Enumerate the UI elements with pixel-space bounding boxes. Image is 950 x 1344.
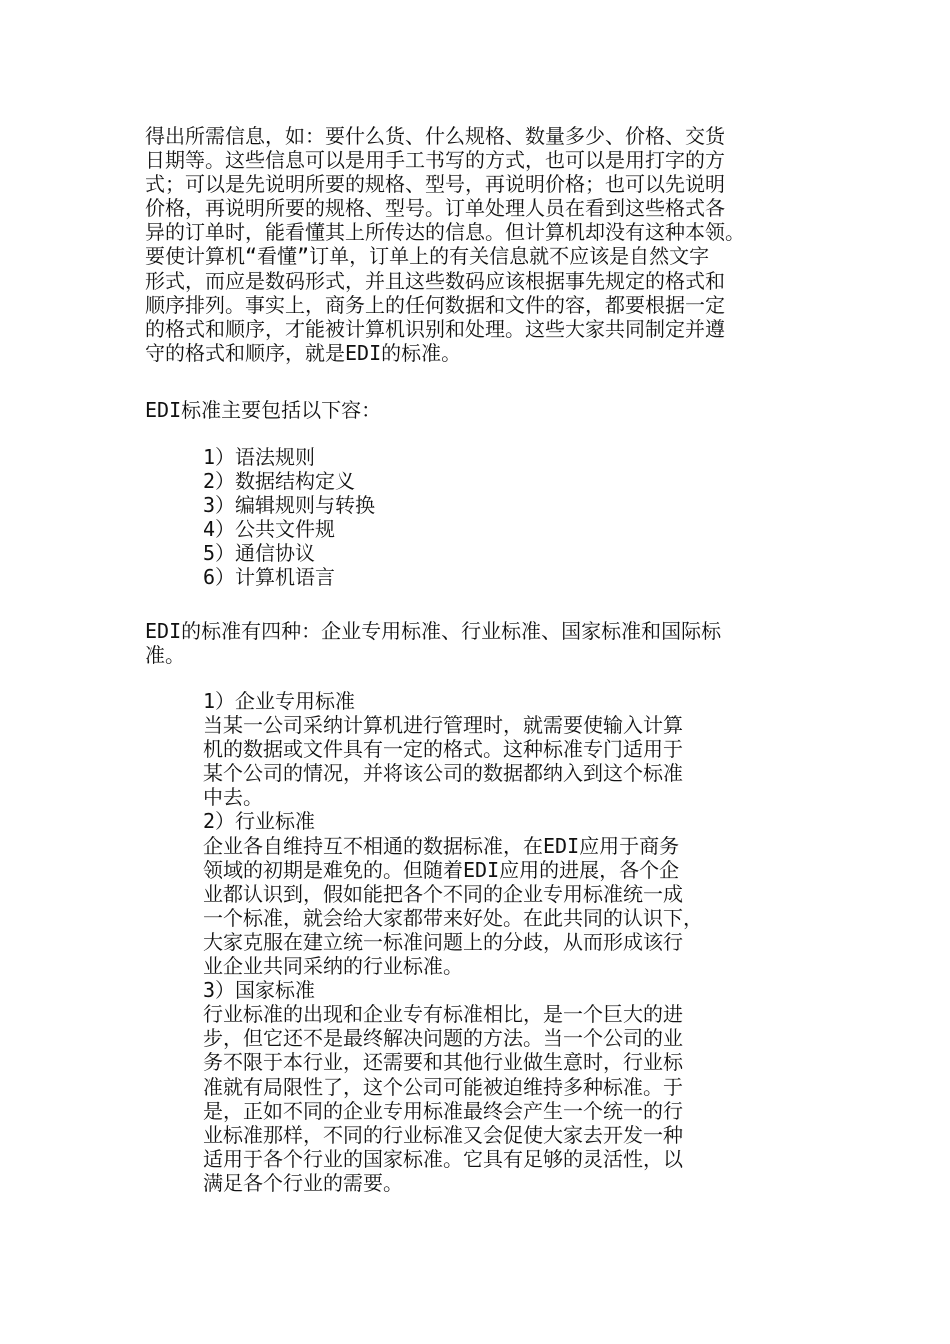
- types-intro-paragraph: [145, 619, 721, 667]
- section-heading: 3）国家标准: [203, 978, 316, 1003]
- intro-line: 得出所需信息，如：要什么货、什么规格、数量多少、价格、交货: [145, 124, 725, 148]
- body-line: 是，正如不同的企业专用标准最终会产生一个统一的行: [203, 1098, 683, 1123]
- body-line: 机的数据或文件具有一定的格式。这种标准专门适用于: [203, 737, 683, 762]
- body-line: 一个标准，就会给大家都带来好处。在此共同的认识下，: [203, 905, 703, 930]
- section-heading: 1）企业专用标准: [203, 689, 356, 713]
- intro-paragraph: [145, 124, 745, 365]
- body-line: 当某一公司采纳计算机进行管理时，就需要使输入计算: [203, 713, 683, 738]
- body-line: 适用于各个行业的国家标准。它具有足够的灵活性，以: [203, 1146, 683, 1171]
- intro-line: 形式，而应是数码形式，并且这些数码应该根据事先规定的格式和: [145, 268, 725, 293]
- intro-line: 顺序排列。事实上，商务上的任何数据和文件的容，都要根据一定: [145, 292, 725, 317]
- body-line: 业都认识到，假如能把各个不同的企业专用标准统一成: [203, 881, 683, 906]
- list-item: 4）公共文件规: [203, 517, 336, 542]
- standards-intro-paragraph: [145, 398, 381, 422]
- body-line: 行业标准的出现和企业专有标准相比，是一个巨大的进: [203, 1002, 683, 1027]
- intro-line: 异的订单时，能看懂其上所传达的信息。但计算机却没有这种本领。: [145, 220, 745, 245]
- list-item: 2）数据结构定义: [203, 469, 356, 494]
- types-intro-line: EDI的标准有四种：企业专用标准、行业标准、国家标准和国际标: [145, 619, 722, 643]
- body-line: 务不限于本行业，还需要和其他行业做生意时，行业标: [203, 1050, 683, 1075]
- standard-types-section: [203, 689, 703, 1195]
- standards-intro-text: EDI标准主要包括以下容：: [145, 398, 382, 422]
- list-item: 3）编辑规则与转换: [203, 493, 376, 518]
- list-item: 1）语法规则: [203, 445, 316, 469]
- body-line: 业企业共同采纳的行业标准。: [203, 954, 463, 979]
- body-line: 领域的初期是难免的。但随着EDI应用的进展，各个企: [203, 857, 680, 882]
- body-line: 满足各个行业的需要。: [203, 1170, 403, 1195]
- intro-line: 守的格式和顺序，就是EDI的标准。: [145, 340, 462, 365]
- intro-line: 式；可以是先说明所要的规格、型号，再说明价格；也可以先说明: [145, 172, 725, 197]
- body-line: 某个公司的情况，并将该公司的数据都纳入到这个标准: [203, 761, 683, 786]
- section-heading: 2）行业标准: [203, 809, 316, 834]
- intro-line: 的格式和顺序，才能被计算机识别和处理。这些大家共同制定并遵: [145, 316, 725, 341]
- body-line: 企业各自维持互不相通的数据标准，在EDI应用于商务: [203, 833, 680, 858]
- types-intro-line: 准。: [145, 643, 185, 668]
- intro-line: 价格，再说明所要的规格、型号。订单处理人员在看到这些格式各: [145, 196, 725, 221]
- standards-list: [203, 445, 375, 590]
- body-line: 准就有局限性了，这个公司可能被迫维持多种标准。于: [203, 1074, 683, 1099]
- intro-line: 要使计算机“看懂”订单，订单上的有关信息就不应该是自然文字: [145, 244, 710, 269]
- body-line: 业标准那样，不同的行业标准又会促使大家去开发一种: [203, 1122, 683, 1147]
- list-item: 5）通信协议: [203, 541, 316, 566]
- body-line: 步，但它还不是最终解决问题的方法。当一个公司的业: [203, 1026, 683, 1051]
- intro-line: 日期等。这些信息可以是用手工书写的方式，也可以是用打字的方: [145, 148, 725, 173]
- body-line: 中去。: [203, 785, 263, 810]
- body-line: 大家克服在建立统一标准问题上的分歧，从而形成该行: [203, 929, 683, 954]
- list-item: 6）计算机语言: [203, 565, 336, 590]
